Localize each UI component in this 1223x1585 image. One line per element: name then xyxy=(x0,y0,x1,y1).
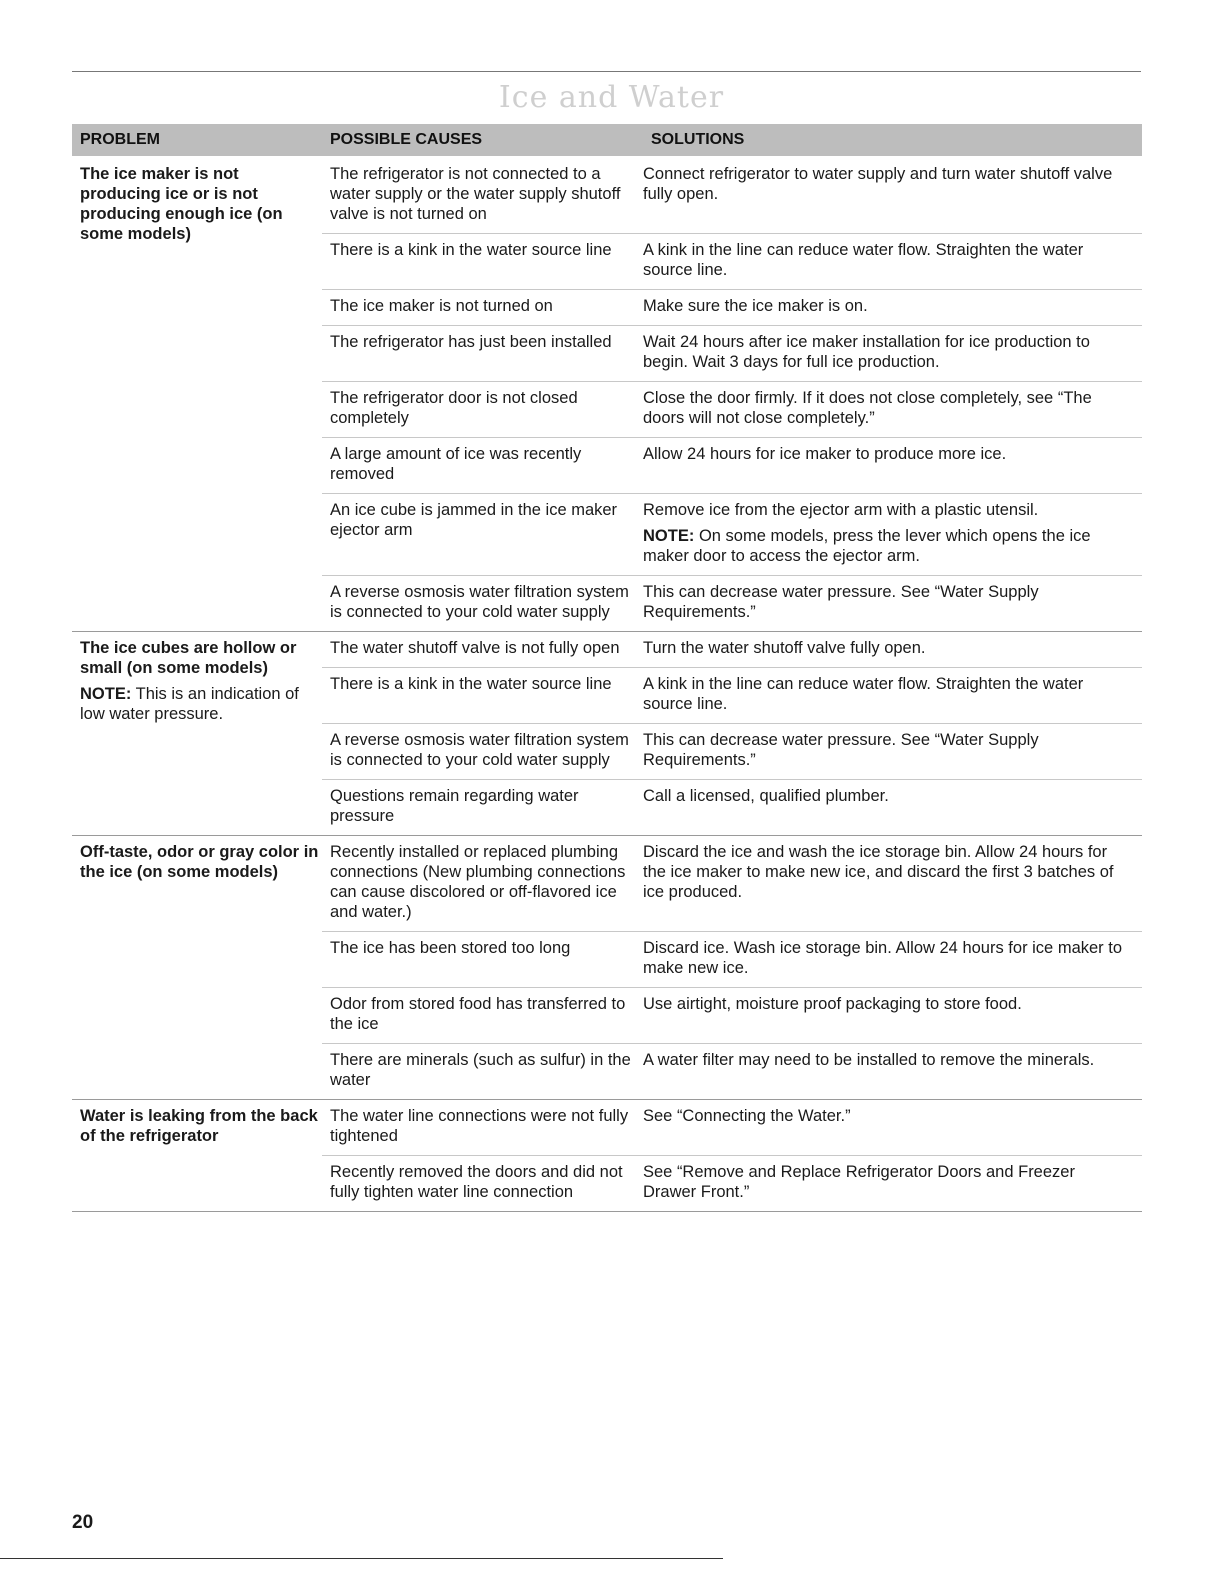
table-row xyxy=(322,988,1142,1044)
problem-cell xyxy=(72,836,322,1099)
table-row xyxy=(322,724,1142,780)
solution-text: Discard ice. Wash ice storage bin. Allow 24 hours for ice maker to make new ice. xyxy=(643,939,1123,977)
cause-cell: An ice cube is jammed in the ice maker ejector arm xyxy=(330,501,618,539)
solution-cell xyxy=(643,444,1142,484)
solution-text: Remove ice from the ejector arm with a plastic utensil. xyxy=(643,501,1039,519)
note-text: This is an indication of low water pressure. xyxy=(80,685,299,723)
table-row xyxy=(322,382,1142,438)
solution-text: Connect refrigerator to water supply and turn water shutoff valve fully open. xyxy=(643,165,1113,203)
solution-cell xyxy=(643,582,1142,622)
table-row xyxy=(322,836,1142,932)
problem-cell xyxy=(72,1100,322,1211)
bottom-rule xyxy=(0,1558,723,1559)
problem-cell xyxy=(72,632,322,835)
problem-group xyxy=(72,158,1142,632)
solution-text: This can decrease water pressure. See “Water Supply Requirements.” xyxy=(643,583,1039,621)
table-row xyxy=(322,494,1142,576)
cause-cell: Recently removed the doors and did not fully tighten water line connection xyxy=(330,1163,623,1201)
solution-cell xyxy=(643,938,1142,978)
header-possible-causes: POSSIBLE CAUSES xyxy=(330,131,483,148)
solution-cell xyxy=(643,296,1142,316)
cause-cell: The ice has been stored too long xyxy=(330,939,571,957)
table-row xyxy=(322,1156,1142,1211)
solution-text: Wait 24 hours after ice maker installation for ice production to begin. Wait 3 days for full ice production. xyxy=(643,333,1090,371)
problem-title: Water is leaking from the back of the refrigerator xyxy=(80,1107,318,1145)
cause-cell: There are minerals (such as sulfur) in the water xyxy=(330,1051,631,1089)
cause-cell: A large amount of ice was recently removed xyxy=(330,445,582,483)
problem-title: The ice maker is not producing ice or is not producing enough ice (on some models) xyxy=(80,165,283,243)
cause-cell: The ice maker is not turned on xyxy=(330,297,553,315)
cause-cell: The refrigerator is not connected to a water supply or the water supply shutoff valve is not turned on xyxy=(330,165,621,223)
solution-cell xyxy=(643,638,1142,658)
cause-cell: The refrigerator has just been installed xyxy=(330,333,612,351)
solution-text: See “Remove and Replace Refrigerator Doors and Freezer Drawer Front.” xyxy=(643,1163,1075,1201)
problem-group xyxy=(72,836,1142,1100)
solution-text: Close the door firmly. If it does not close completely, see “The doors will not close completely.” xyxy=(643,389,1092,427)
solution-cell xyxy=(643,332,1142,372)
solution-text: Call a licensed, qualified plumber. xyxy=(643,787,889,805)
problem-title: The ice cubes are hollow or small (on some models) xyxy=(80,639,297,677)
section-title: Ice and Water xyxy=(498,80,725,115)
solution-text: Turn the water shutoff valve fully open. xyxy=(643,639,926,657)
table-header xyxy=(72,124,1142,156)
solution-text: See “Connecting the Water.” xyxy=(643,1107,851,1125)
solution-cell xyxy=(643,1050,1142,1090)
solution-cell xyxy=(643,730,1142,770)
solution-text: This can decrease water pressure. See “Water Supply Requirements.” xyxy=(643,731,1039,769)
cause-cell: A reverse osmosis water filtration system is connected to your cold water supply xyxy=(330,583,629,621)
troubleshooting-table xyxy=(72,158,1142,1212)
cause-cell: A reverse osmosis water filtration system is connected to your cold water supply xyxy=(330,731,629,769)
note-label: NOTE: xyxy=(643,527,695,545)
solution-cell xyxy=(643,1106,1142,1146)
table-row xyxy=(322,438,1142,494)
table-row xyxy=(322,326,1142,382)
cause-cell: The water shutoff valve is not fully open xyxy=(330,639,620,657)
solution-text: Use airtight, moisture proof packaging to store food. xyxy=(643,995,1022,1013)
solution-cell xyxy=(643,240,1142,280)
table-row xyxy=(322,1100,1142,1156)
top-rule xyxy=(72,71,1141,72)
problem-note xyxy=(80,684,322,724)
table-row xyxy=(322,158,1142,234)
causes-list xyxy=(322,836,1142,1099)
problem-group xyxy=(72,632,1142,836)
solution-text: A water filter may need to be installed to remove the minerals. xyxy=(643,1051,1095,1069)
solution-note xyxy=(643,526,1132,566)
solution-cell xyxy=(643,388,1142,428)
table-row xyxy=(322,932,1142,988)
solution-cell xyxy=(643,786,1142,826)
cause-cell: The refrigerator door is not closed completely xyxy=(330,389,578,427)
solution-text: A kink in the line can reduce water flow. Straighten the water source line. xyxy=(643,675,1084,713)
causes-list xyxy=(322,1100,1142,1211)
problem-group xyxy=(72,1100,1142,1212)
solution-cell xyxy=(643,1162,1142,1202)
solution-cell xyxy=(643,842,1142,922)
note-label: NOTE: xyxy=(80,685,132,703)
causes-list xyxy=(322,632,1142,835)
table-row xyxy=(322,576,1142,631)
cause-cell: Odor from stored food has transferred to the ice xyxy=(330,995,626,1033)
cause-cell: Recently installed or replaced plumbing connections (New plumbing connections can cause discolored or off-flavored ice and water.) xyxy=(330,843,626,921)
cause-cell: Questions remain regarding water pressure xyxy=(330,787,579,825)
cause-cell: The water line connections were not fully tightened xyxy=(330,1107,629,1145)
solution-text: Allow 24 hours for ice maker to produce more ice. xyxy=(643,445,1007,463)
table-row xyxy=(322,234,1142,290)
header-solutions: SOLUTIONS xyxy=(651,131,745,148)
table-row xyxy=(322,668,1142,724)
solution-cell xyxy=(643,500,1142,566)
solution-text: Discard the ice and wash the ice storage bin. Allow 24 hours for the ice maker to make new ice, and discard the first 3 batches of ice produced. xyxy=(643,843,1114,901)
table-row xyxy=(322,1044,1142,1099)
causes-list xyxy=(322,158,1142,631)
table-row xyxy=(322,290,1142,326)
table-row xyxy=(322,780,1142,835)
solution-text: Make sure the ice maker is on. xyxy=(643,297,868,315)
problem-title: Off-taste, odor or gray color in the ice (on some models) xyxy=(80,843,319,881)
cause-cell: There is a kink in the water source line xyxy=(330,675,612,693)
solution-cell xyxy=(643,994,1142,1034)
solution-cell xyxy=(643,674,1142,714)
solution-cell xyxy=(643,164,1142,224)
problem-cell xyxy=(72,158,322,631)
table-row xyxy=(322,632,1142,668)
cause-cell: There is a kink in the water source line xyxy=(330,241,612,259)
note-text: On some models, press the lever which opens the ice maker door to access the ejector arm. xyxy=(643,527,1091,565)
header-problem: PROBLEM xyxy=(80,131,160,148)
solution-text: A kink in the line can reduce water flow. Straighten the water source line. xyxy=(643,241,1084,279)
page-number: 20 xyxy=(72,1512,94,1533)
